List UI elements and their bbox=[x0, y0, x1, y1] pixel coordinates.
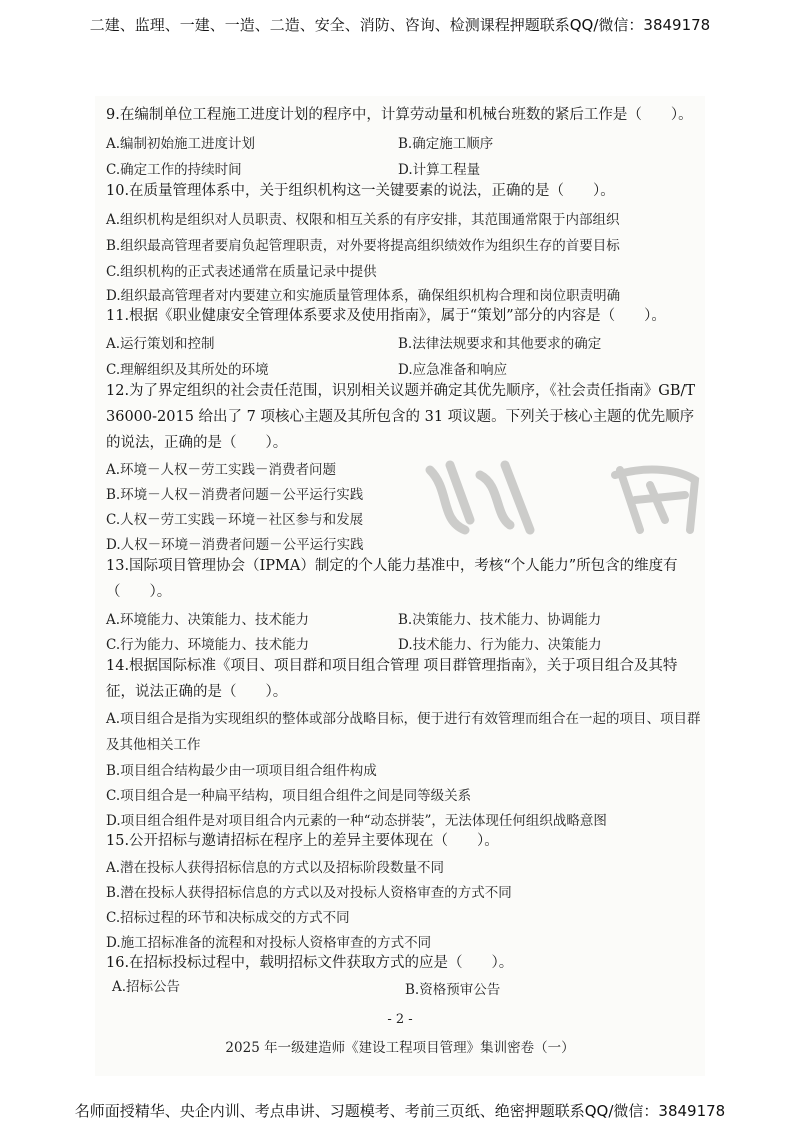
option-a: A.项目组合是指为实现组织的整体或部分战略目标，便于进行有效管理而组合在一起的项目、项目群及其他相关工作 bbox=[106, 711, 701, 753]
option-b: B.法律法规要求和其他要求的确定 bbox=[398, 336, 602, 352]
page-number: - 2 - bbox=[387, 1012, 413, 1027]
option-d: D.人权－环境－消费者问题－公平运行实践 bbox=[106, 537, 364, 553]
question-stem: 13.国际项目管理协会（IPMA）制定的个人能力基准中，考核“个人能力”所包含的维度有（ ）。 bbox=[106, 558, 678, 600]
option-b: B.潜在投标人获得招标信息的方式以及对投标人资格审查的方式不同 bbox=[106, 885, 512, 901]
option-c: C.理解组织及其所处的环境 bbox=[106, 362, 269, 378]
question-stem: 11.根据《职业健康安全管理体系要求及使用指南》，属于“策划”部分的内容是（ ）。 bbox=[106, 308, 666, 324]
option-b: B.确定施工顺序 bbox=[398, 136, 494, 152]
option-d: D.施工招标准备的流程和对投标人资格审查的方式不同 bbox=[106, 935, 432, 951]
option-d: D.应急准备和响应 bbox=[398, 362, 508, 378]
option-b: B.决策能力、技术能力、协调能力 bbox=[398, 612, 602, 628]
question-stem: 12.为了界定组织的社会责任范围，识别相关议题并确定其优先顺序，《社会责任指南》GB/T 36000-2015 给出了 7 项核心主题及其所包含的 31 项议题。下列关于核心主题的优先顺序的说法，正确的是（ ）。 bbox=[106, 383, 696, 451]
question-stem: 14.根据国际标准《项目、项目群和项目组合管理 项目群管理指南》，关于项目组合及其特征，说法正确的是（ ）。 bbox=[106, 658, 678, 700]
option-a: A.环境能力、决策能力、技术能力 bbox=[106, 612, 310, 628]
option-a: A.招标公告 bbox=[112, 979, 181, 995]
option-c: C.组织机构的正式表述通常在质量记录中提供 bbox=[106, 264, 377, 280]
option-a: A.运行策划和控制 bbox=[106, 336, 215, 352]
option-b: B.项目组合结构最少由一项项目组合组件构成 bbox=[106, 763, 377, 779]
option-c: C.项目组合是一种扁平结构，项目组合组件之间是同等级关系 bbox=[106, 788, 472, 804]
option-d: D.技术能力、行为能力、决策能力 bbox=[398, 637, 602, 653]
question-stem: 9.在编制单位工程施工进度计划的程序中，计算劳动量和机械台班数的紧后工作是（ ）。 bbox=[106, 107, 693, 123]
option-a: A.潜在投标人获得招标信息的方式以及招标阶段数量不同 bbox=[106, 860, 445, 876]
top-banner: 二建、监理、一建、一造、二造、安全、消防、咨询、检测课程押题联系QQ/微信：3849178 bbox=[89, 16, 711, 34]
bottom-banner: 名师面授精华、央企内训、考点串讲、习题模考、考前三页纸、绝密押题联系QQ/微信：3849178 bbox=[74, 1102, 726, 1120]
option-c: C.行为能力、环境能力、技术能力 bbox=[106, 637, 310, 653]
option-b: B.组织最高管理者要肩负起管理职责，对外要将提高组织绩效作为组织生存的首要目标 bbox=[106, 238, 620, 254]
option-a: A.组织机构是组织对人员职责、权限和相互关系的有序安排，其范围通常限于内部组织 bbox=[106, 212, 620, 228]
option-d: D.项目组合组件是对项目组合内元素的一种“动态拼装”，无法体现任何组织战略意图 bbox=[106, 813, 607, 829]
book-title: 2025 年一级建造师《建设工程项目管理》集训密卷（一） bbox=[225, 1040, 575, 1056]
option-c: C.招标过程的环节和决标成交的方式不同 bbox=[106, 910, 350, 926]
option-b: B.环境－人权－消费者问题－公平运行实践 bbox=[106, 487, 364, 503]
option-c: C.人权－劳工实践－环境－社区参与和发展 bbox=[106, 512, 364, 528]
option-a: A.环境－人权－劳工实践－消费者问题 bbox=[106, 462, 337, 478]
option-d: D.计算工程量 bbox=[398, 162, 481, 178]
ink-stamp bbox=[410, 450, 710, 540]
option-d: D.组织最高管理者对内要建立和实施质量管理体系，确保组织机构合理和岗位职责明确 bbox=[106, 288, 621, 304]
option-c: C.确定工作的持续时间 bbox=[106, 162, 242, 178]
question-stem: 16.在招标投标过程中，载明招标文件获取方式的应是（ ）。 bbox=[106, 955, 514, 971]
question-stem: 15.公开招标与邀请招标在程序上的差异主要体现在（ ）。 bbox=[106, 833, 499, 849]
option-b: B.资格预审公告 bbox=[405, 982, 501, 998]
option-a: A.编制初始施工进度计划 bbox=[106, 136, 256, 152]
question-stem: 10.在质量管理体系中，关于组织机构这一关键要素的说法，正确的是（ ）。 bbox=[106, 183, 615, 199]
